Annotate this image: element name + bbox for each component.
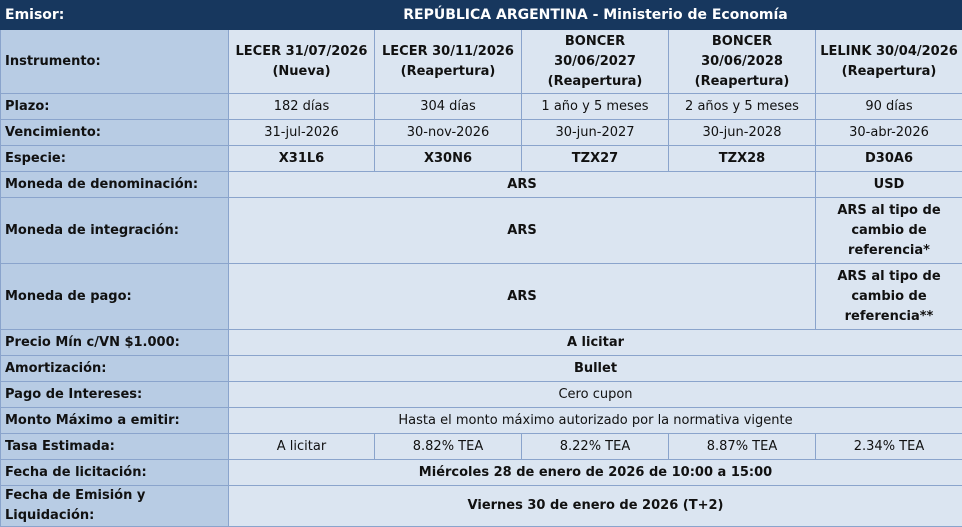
especie-cell: X30N6 (375, 146, 522, 172)
tasa-estimada-cell: 8.22% TEA (522, 434, 669, 460)
pago-intereses-value: Cero cupon (229, 382, 962, 408)
fecha-emision-value: Viernes 30 de enero de 2026 (T+2) (229, 486, 962, 527)
instrumento-cell-2 (375, 30, 522, 94)
plazo-cell: 2 años y 5 meses (669, 94, 816, 120)
plazo-label: Plazo: (1, 94, 229, 120)
especie-cell: TZX28 (669, 146, 816, 172)
monto-maximo-label: Monto Máximo a emitir: (1, 408, 229, 434)
moneda-integracion-line-1: ARS al tipo de (820, 201, 958, 221)
precio-row (1, 330, 962, 356)
moneda-pago-row (1, 264, 962, 330)
fecha-licitacion-label: Fecha de licitación: (1, 460, 229, 486)
moneda-pago-line-2: cambio de (820, 287, 958, 307)
instrumento-label: Instrumento: (1, 30, 229, 94)
moneda-integracion-row (1, 198, 962, 264)
instrumento-row (1, 30, 962, 94)
vencimiento-cell: 30-nov-2026 (375, 120, 522, 146)
header-row (1, 1, 962, 30)
especie-cell: TZX27 (522, 146, 669, 172)
instrumento-5-line-1: LELINK 30/04/2026 (820, 42, 958, 62)
moneda-denominacion-row (1, 172, 962, 198)
tasa-estimada-cell: 8.87% TEA (669, 434, 816, 460)
tasa-estimada-row (1, 434, 962, 460)
tasa-estimada-label: Tasa Estimada: (1, 434, 229, 460)
amortizacion-label: Amortización: (1, 356, 229, 382)
moneda-integracion-line-3: referencia* (820, 241, 958, 261)
moneda-integracion-ars: ARS (229, 198, 816, 264)
instrumento-3-line-3: (Reapertura) (526, 72, 664, 92)
moneda-pago-ars: ARS (229, 264, 816, 330)
instrumento-2-line-2: (Reapertura) (379, 62, 517, 82)
instrumento-1-line-1: LECER 31/07/2026 (233, 42, 370, 62)
instrumento-cell-4 (669, 30, 816, 94)
vencimiento-cell: 30-jun-2027 (522, 120, 669, 146)
emisor-value: REPÚBLICA ARGENTINA - Ministerio de Economía (229, 1, 962, 30)
instrumento-cell-1 (229, 30, 375, 94)
plazo-cell: 90 días (816, 94, 962, 120)
instrumento-cell-3 (522, 30, 669, 94)
instrumento-4-line-1: BONCER (673, 32, 811, 52)
emisor-label: Emisor: (1, 1, 229, 30)
instrumento-1-line-2: (Nueva) (233, 62, 370, 82)
vencimiento-cell: 30-jun-2028 (669, 120, 816, 146)
instrumento-3-line-1: BONCER (526, 32, 664, 52)
moneda-pago-other (816, 264, 962, 330)
moneda-pago-label: Moneda de pago: (1, 264, 229, 330)
moneda-denominacion-ars: ARS (229, 172, 816, 198)
instrumento-2-line-1: LECER 30/11/2026 (379, 42, 517, 62)
amortizacion-row (1, 356, 962, 382)
fecha-emision-row (1, 486, 962, 527)
instrumento-4-line-2: 30/06/2028 (673, 52, 811, 72)
moneda-integracion-other (816, 198, 962, 264)
fecha-licitacion-value: Miércoles 28 de enero de 2026 de 10:00 a 15:00 (229, 460, 962, 486)
fecha-licitacion-row (1, 460, 962, 486)
vencimiento-cell: 31-jul-2026 (229, 120, 375, 146)
moneda-integracion-label: Moneda de integración: (1, 198, 229, 264)
amortizacion-value: Bullet (229, 356, 962, 382)
plazo-cell: 1 año y 5 meses (522, 94, 669, 120)
pago-intereses-label: Pago de Intereses: (1, 382, 229, 408)
tasa-estimada-cell: 2.34% TEA (816, 434, 962, 460)
instrumento-3-line-2: 30/06/2027 (526, 52, 664, 72)
pago-intereses-row (1, 382, 962, 408)
moneda-pago-line-3: referencia** (820, 307, 958, 327)
monto-maximo-value: Hasta el monto máximo autorizado por la normativa vigente (229, 408, 962, 434)
especie-label: Especie: (1, 146, 229, 172)
instrumento-cell-5 (816, 30, 962, 94)
plazo-cell: 304 días (375, 94, 522, 120)
monto-maximo-row (1, 408, 962, 434)
instrumento-4-line-3: (Reapertura) (673, 72, 811, 92)
plazo-row (1, 94, 962, 120)
precio-value: A licitar (229, 330, 962, 356)
especie-cell: X31L6 (229, 146, 375, 172)
tasa-estimada-cell: 8.82% TEA (375, 434, 522, 460)
instrumento-5-line-2: (Reapertura) (820, 62, 958, 82)
especie-cell: D30A6 (816, 146, 962, 172)
vencimiento-row (1, 120, 962, 146)
moneda-integracion-line-2: cambio de (820, 221, 958, 241)
precio-label: Precio Mín c/VN $1.000: (1, 330, 229, 356)
tasa-estimada-cell: A licitar (229, 434, 375, 460)
plazo-cell: 182 días (229, 94, 375, 120)
especie-row (1, 146, 962, 172)
vencimiento-label: Vencimiento: (1, 120, 229, 146)
moneda-denominacion-usd: USD (816, 172, 962, 198)
moneda-denominacion-label: Moneda de denominación: (1, 172, 229, 198)
moneda-pago-line-1: ARS al tipo de (820, 267, 958, 287)
fecha-emision-label: Fecha de Emisión y Liquidación: (1, 486, 229, 527)
vencimiento-cell: 30-abr-2026 (816, 120, 962, 146)
